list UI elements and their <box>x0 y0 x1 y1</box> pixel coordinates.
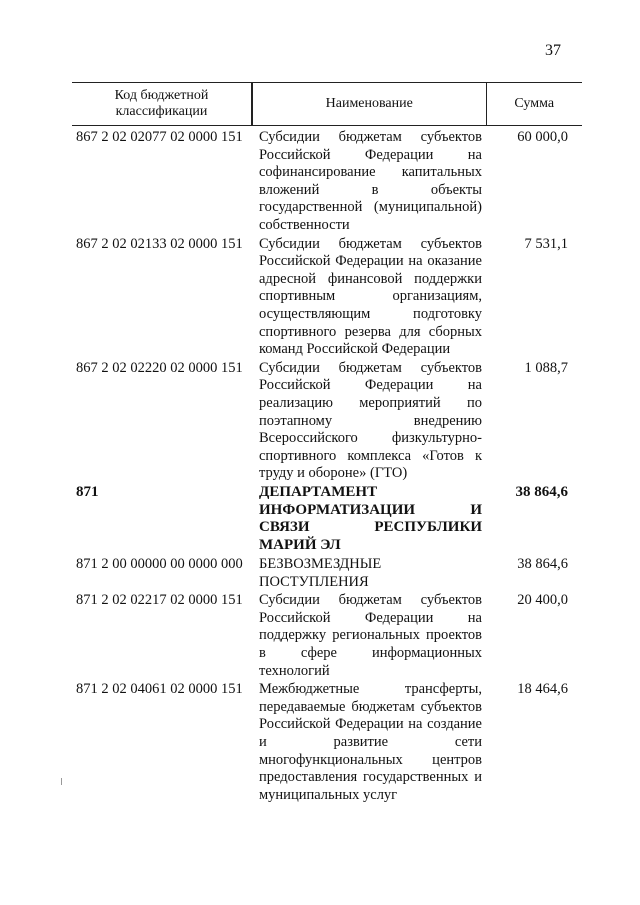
table-row <box>72 126 582 236</box>
row-name: Субсидии бюджетам субъектов Российской Федерации на реализацию мероприятий по поэтапному внедрению Всероссийского физкультурно-спортивного комплекса «Готов к труду и обороне» (ГТО) <box>259 359 482 482</box>
row-code: 871 <box>76 483 99 500</box>
row-code: 871 2 00 00000 00 0000 000 <box>76 556 243 573</box>
row-sum: 38 864,6 <box>515 483 568 500</box>
table-row <box>72 556 582 592</box>
row-name: Субсидии бюджетам субъектов Российской Федерации на оказание адресной финансовой поддержки спортивным организациям, осуществляющим подготовку спортивного резерва для сборных команд Российской Федерации <box>259 235 482 358</box>
table-row <box>72 236 582 360</box>
row-sum: 38 864,6 <box>517 556 568 573</box>
row-sum: 20 400,0 <box>517 592 568 609</box>
row-code: 867 2 02 02077 02 0000 151 <box>76 129 243 145</box>
table-row <box>72 681 582 805</box>
row-code: 871 2 02 02217 02 0000 151 <box>76 592 243 609</box>
row-name: ДЕПАРТАМЕНТ ИНФОРМАТИЗАЦИИ И СВЯЗИ РЕСПУБЛИКИ МАРИЙ ЭЛ <box>259 483 482 554</box>
row-sum: 60 000,0 <box>517 129 568 145</box>
table-header-row <box>72 83 582 126</box>
row-name: БЕЗВОЗМЕЗДНЫЕ ПОСТУПЛЕНИЯ <box>259 556 382 590</box>
budget-table <box>72 82 582 805</box>
table-row-department <box>72 484 582 556</box>
table-row <box>72 592 582 681</box>
column-header-sum: Сумма <box>486 83 582 126</box>
scan-mark <box>61 778 62 785</box>
row-name: Субсидии бюджетам субъектов Российской Федерации на софинансирование капитальных вложений в объекты государственной (муниципальной) собственности <box>259 129 482 233</box>
table-row <box>72 360 582 484</box>
row-code: 867 2 02 02133 02 0000 151 <box>76 235 243 252</box>
row-code: 867 2 02 02220 02 0000 151 <box>76 359 243 376</box>
row-name: Субсидии бюджетам субъектов Российской Федерации на поддержку региональных проектов в сфере информационных технологий <box>259 592 482 679</box>
row-name: Межбюджетные трансферты, передаваемые бюджетам субъектов Российской Федерации на создание и развитие сети многофункциональных центров предоставления государственных и муниципальных услуг <box>259 681 482 803</box>
row-sum: 7 531,1 <box>524 235 568 252</box>
page-number: 37 <box>545 42 561 59</box>
row-sum: 1 088,7 <box>524 359 568 376</box>
column-header-name: Наименование <box>252 83 486 126</box>
column-header-code: Код бюджетной классификации <box>72 83 252 126</box>
row-code: 871 2 02 04061 02 0000 151 <box>76 681 243 698</box>
row-sum: 18 464,6 <box>517 681 568 698</box>
